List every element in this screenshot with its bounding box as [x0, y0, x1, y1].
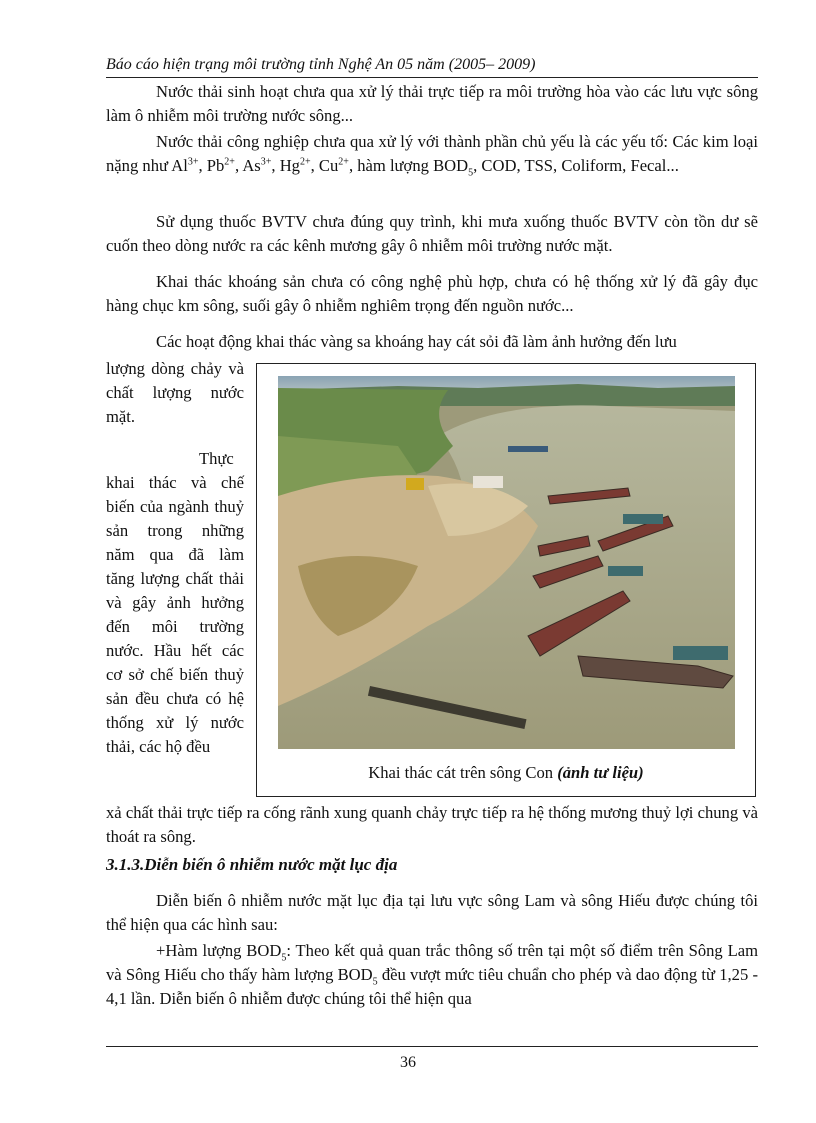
- figure-sand-mining: [256, 363, 756, 797]
- page-number: 36: [400, 1054, 416, 1071]
- figure-caption: Khai thác cát trên sông Con (ảnh tư liệu): [368, 763, 644, 782]
- section-heading: 3.1.3.Diễn biến ô nhiễm nước mặt lục địa: [106, 855, 398, 874]
- river-sand-mining-photo: [278, 376, 735, 749]
- paragraph-gold-sand-mining: Các hoạt động khai thác vàng sa khoáng hay cát sỏi đã làm ảnh hưởng đến lưu: [156, 332, 677, 351]
- paragraph-domestic-wastewater: Nước thải sinh hoạt chưa qua xử lý thải trực tiếp ra môi trường hòa vào các lưu vực sông làm ô nhiễm môi trường nước sông...: [106, 82, 758, 125]
- paragraph-mining: Khai thác khoáng sản chưa có công nghệ phù hợp, chưa có hệ thống xử lý đã gây đục hàng chục km sông, suối gây ô nhiễm nghiêm trọng đến nguồn nước...: [106, 272, 758, 315]
- paragraph-bod5: +Hàm lượng $BOD_5$: Theo kết quả quan trắc thông số trên tại một số điểm trên Sông Lam và Sông Hiếu cho thấy hàm lượng $BOD_5$ đều vượt mức tiêu chuẩn cho phép và dao động từ 1,25 - 4,1 lần. Diễn biến ô nhiễm được chúng tôi thể hiện qua: [106, 941, 758, 1008]
- paragraph-gold-sand-mining-cont: lượng dòng chảy và chất lượng nước mặt.: [106, 359, 244, 426]
- header-divider: [106, 77, 758, 78]
- paragraph-pesticides: Sử dụng thuốc BVTV chưa đúng quy trình, khi mưa xuống thuốc BVTV còn tồn dư sẽ cuốn theo dòng nước ra các kênh mương gây ô nhiễm môi trường nước mặt.: [106, 212, 758, 255]
- footer-divider: [106, 1046, 758, 1047]
- paragraph-industrial-wastewater: Nước thải công nghiệp chưa qua xử lý với thành phần chủ yếu là các yếu tố: Các kim loại nặng như $Al^{3+}$, $Pb^{2+}$, $As^{3+}$, $Hg^{2+}$, $Cu^{2+}$, hàm lượng $BOD_5$, COD, TSS, Coliform, Fecal...: [106, 132, 758, 179]
- paragraph-fishery-processing: Thực khai thác và chế biến của ngành thuỷ sản trong những năm qua đã làm tăng lượng chất thải và gây ảnh hưởng đến môi trường nước. Hầu hết các cơ sở chế biến thuỷ sản đều chưa có hệ thống xử lý nước thải, các hộ đều: [106, 449, 244, 756]
- photo-illustration: [278, 376, 735, 749]
- running-header: Báo cáo hiện trạng môi trường tỉnh Nghệ An 05 năm (2005– 2009): [106, 56, 536, 73]
- paragraph-surface-water-trend: Diễn biến ô nhiễm nước mặt lục địa tại lưu vực sông Lam và sông Hiếu được chúng tôi thể hiện qua các hình sau:: [106, 891, 758, 934]
- paragraph-fishery-processing-cont: xả chất thải trực tiếp ra cống rãnh xung quanh chảy trực tiếp ra hệ thống mương thuỷ lợi chung và thoát ra sông.: [106, 803, 758, 846]
